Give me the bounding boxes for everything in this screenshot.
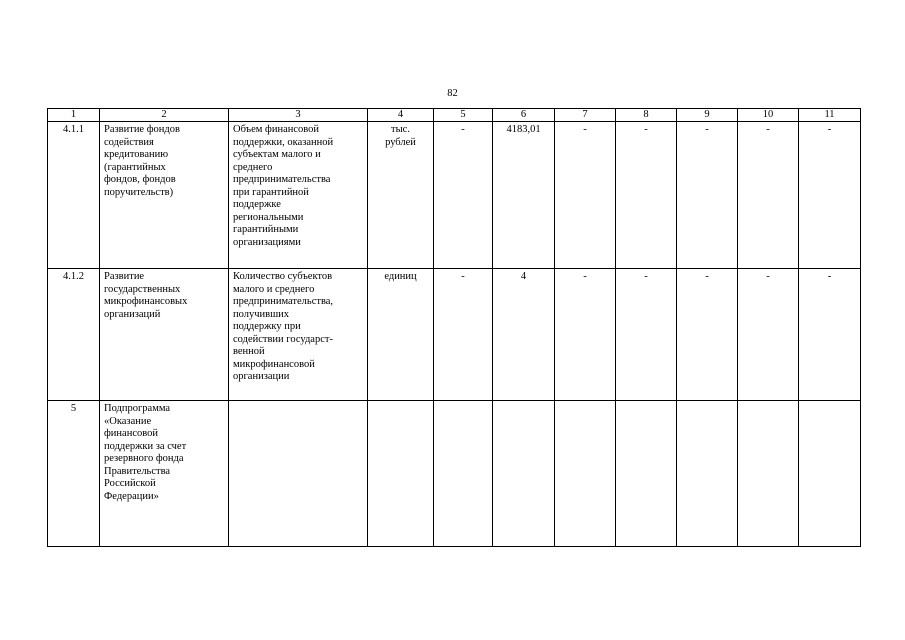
row-value-6	[493, 401, 555, 547]
row-unit	[368, 401, 434, 547]
row-value-11	[799, 401, 861, 547]
row-value-5: -	[434, 269, 493, 401]
row-indicator: Количество субъектов малого и среднего предпринимательства, получивших поддержку при содействии государст- венной микрофинансовой организации	[229, 269, 368, 401]
row-unit: единиц	[368, 269, 434, 401]
table-row	[48, 401, 861, 547]
header-cell-2: 2	[100, 109, 229, 122]
row-indicator: Объем финансовой поддержки, оказанной субъектам малого и среднего предпринимательства при гарантийной поддержке региональными гарантийными организациями	[229, 122, 368, 269]
row-value-10: -	[738, 122, 799, 269]
row-value-11: -	[799, 122, 861, 269]
header-cell-4: 4	[368, 109, 434, 122]
row-value-6: 4	[493, 269, 555, 401]
table-row	[48, 122, 861, 269]
row-value-6: 4183,01	[493, 122, 555, 269]
row-value-10	[738, 401, 799, 547]
row-value-5: -	[434, 122, 493, 269]
header-cell-10: 10	[738, 109, 799, 122]
row-name: Развитие фондов содействия кредитованию (гарантийных фондов, фондов поручительств)	[100, 122, 229, 269]
row-code: 4.1.1	[48, 122, 100, 269]
row-value-7: -	[555, 269, 616, 401]
row-value-9: -	[677, 269, 738, 401]
page-number: 82	[447, 88, 458, 99]
row-indicator	[229, 401, 368, 547]
row-code: 5	[48, 401, 100, 547]
header-cell-6: 6	[493, 109, 555, 122]
row-unit: тыс. рублей	[368, 122, 434, 269]
header-cell-1: 1	[48, 109, 100, 122]
row-value-8	[616, 401, 677, 547]
row-value-8: -	[616, 269, 677, 401]
header-cell-5: 5	[434, 109, 493, 122]
row-value-10: -	[738, 269, 799, 401]
header-cell-8: 8	[616, 109, 677, 122]
row-value-5	[434, 401, 493, 547]
row-code: 4.1.2	[48, 269, 100, 401]
row-value-7	[555, 401, 616, 547]
header-cell-3: 3	[229, 109, 368, 122]
row-name: Развитие государственных микрофинансовых организаций	[100, 269, 229, 401]
header-row	[48, 109, 861, 122]
header-cell-9: 9	[677, 109, 738, 122]
row-value-8: -	[616, 122, 677, 269]
row-value-11: -	[799, 269, 861, 401]
row-value-9: -	[677, 122, 738, 269]
row-value-7: -	[555, 122, 616, 269]
header-cell-11: 11	[799, 109, 861, 122]
indicator-table	[47, 108, 861, 547]
table-row	[48, 269, 861, 401]
row-name: Подпрограмма «Оказание финансовой поддержки за счет резервного фонда Правительства Российской Федерации»	[100, 401, 229, 547]
row-value-9	[677, 401, 738, 547]
header-cell-7: 7	[555, 109, 616, 122]
